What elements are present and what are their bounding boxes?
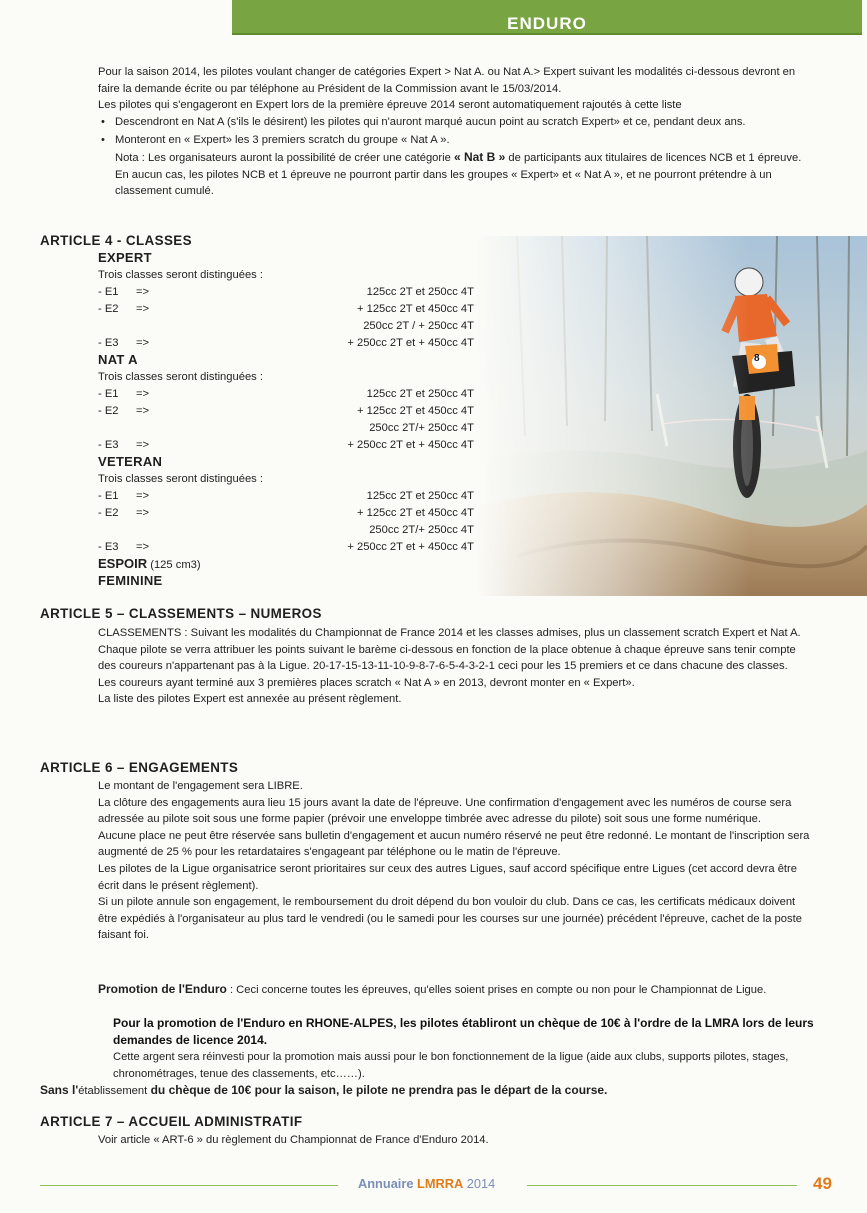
article-5-body xyxy=(98,625,816,708)
promotion-intro xyxy=(98,981,816,999)
article-5-title: ARTICLE 5 – CLASSEMENTS – NUMEROS xyxy=(40,606,322,621)
article-7-p1: Voir article « ART-6 » du règlement du Championnat de France d'Enduro 2014. xyxy=(98,1134,489,1146)
promotion-p2: Cette argent sera réinvesti pour la promotion mais aussi pour le bon fonctionnement de la ligue (aide aux clubs, supports pilotes, stages, chronométrages, tenue des classements, etc……). xyxy=(113,1051,789,1080)
class-label: - E3 xyxy=(98,439,119,451)
nota-nat-b: « Nat B » xyxy=(453,149,506,164)
class-value: 125cc 2T et 250cc 4T xyxy=(366,286,474,298)
article-6-p4: Les pilotes de la Ligue organisatrice seront prioritaires sur ceux des autres Ligues, sauf accord spécifique entre Ligues (cet accord devra être écrit dans le présent règlement). xyxy=(98,862,797,892)
espoir-class xyxy=(98,556,201,574)
espoir-detail: (125 cm3) xyxy=(147,559,201,571)
class-group-title: EXPERT xyxy=(98,250,152,265)
intro-bullet-2: • Monteront en « Expert» les 3 premiers scratch du groupe « Nat A ». xyxy=(98,132,816,149)
page-number: 49 xyxy=(813,1174,832,1193)
class-arrow: => xyxy=(136,286,150,298)
class-value: 250cc 2T/+ 250cc 4T xyxy=(369,524,474,536)
footer-year: 2014 xyxy=(466,1176,496,1191)
article-5-p3: Les coureurs ayant terminé aux 3 premières places scratch « Nat A » en 2013, devront monter en « Expert». xyxy=(98,676,635,689)
promotion-bold-block xyxy=(113,1015,816,1082)
intro-bullet-1: • Descendront en Nat A (s'ils le désirent) les pilotes qui n'auront marqué aucun point au scratch Expert» et ce, pendant deux ans. xyxy=(98,114,816,131)
class-value: + 125cc 2T et 450cc 4T xyxy=(356,405,474,417)
promotion-final xyxy=(40,1082,820,1100)
article-6-title: ARTICLE 6 – ENGAGEMENTS xyxy=(40,760,239,775)
article-7-title: ARTICLE 7 – ACCUEIL ADMINISTRATIF xyxy=(40,1114,303,1129)
intro-line-1: Pour la saison 2014, les pilotes voulant changer de catégories Expert > Nat A. ou Nat A.> Expert suivant les modalités ci-dessous devront en faire la demande écrite ou par téléphone au Président de la Commission avant le 15/03/2014. xyxy=(98,66,796,95)
class-value: + 250cc 2T et + 450cc 4T xyxy=(347,439,474,451)
class-value: + 250cc 2T et + 450cc 4T xyxy=(347,541,474,553)
article-6-p2: La clôture des engagements aura lieu 15 jours avant la date de l'épreuve. Une confirmation d'engagement avec les numéros de course sera adressée au pilote soit sous une forme papier (prévoir une enveloppe timbrée avec adresse du pilote) soit sous une forme numérique. xyxy=(98,796,792,826)
footer-rule-right xyxy=(527,1185,797,1186)
class-group-intro: Trois classes seront distinguées : xyxy=(98,269,263,281)
article-6-p3: Aucune place ne peut être réservée sans bulletin d'engagement et aucun numéro réservé ne peut être redonné. Le montant de l'inscription sera augmenté de 25 % pour les retardataires s'engageant par téléphone ou le matin de l'épreuve. xyxy=(98,829,810,859)
promotion-bold-para: Pour la promotion de l'Enduro en RHONE-ALPES, les pilotes établiront un chèque de 10€ à l'ordre de la LMRA lors de leurs demandes de licence 2014. xyxy=(113,1016,814,1047)
class-value: 125cc 2T et 250cc 4T xyxy=(366,388,474,400)
photo-illustration xyxy=(477,236,867,596)
article-5-p2: Chaque pilote se verra attribuer les points suivant le barème ci-dessous en fonction de la place obtenue à chaque épreuve sans tenir compte des coureurs n'appartenant pas à la Ligue. 20-17-15-13-11-10-9-8-7-6-5-4-3-2-1 ceci pour les 15 premiers et ce dans chacune des classes. xyxy=(98,643,796,673)
class-group-intro: Trois classes seront distinguées : xyxy=(98,473,263,485)
class-group-intro: Trois classes seront distinguées : xyxy=(98,371,263,383)
class-label: - E1 xyxy=(98,286,119,298)
class-value: + 250cc 2T et + 450cc 4T xyxy=(347,337,474,349)
final-a: Sans l' xyxy=(40,1083,79,1097)
article-5-p1: CLASSEMENTS : Suivant les modalités du Championnat de France 2014 et les classes admises, plus un classement scratch Expert et Nat A. xyxy=(98,627,801,639)
class-value: 250cc 2T / + 250cc 4T xyxy=(363,320,474,332)
article-4-title: ARTICLE 4 - CLASSES xyxy=(40,233,192,248)
class-label: - E1 xyxy=(98,388,119,400)
class-arrow: => xyxy=(136,490,150,502)
class-label: - E2 xyxy=(98,405,119,417)
class-arrow: => xyxy=(136,405,150,417)
class-arrow: => xyxy=(136,303,150,315)
article-6-body xyxy=(98,778,816,944)
promotion-text: : Ceci concerne toutes les épreuves, qu'elles soient prises en compte ou non pour le Championnat de Ligue. xyxy=(226,984,767,996)
class-arrow: => xyxy=(136,507,150,519)
article-7-body xyxy=(98,1132,816,1149)
class-label: - E3 xyxy=(98,337,119,349)
nota-text-c: de participants aux titulaires de licences NCB et 1 épreuve. En aucun cas, les pilotes NCB et 1 épreuve ne pourront partir dans les groupes « Expert» et « Nat A », et ne pourront prétendre à un classement cumulé. xyxy=(115,151,802,198)
class-group-title: VETERAN xyxy=(98,454,163,469)
class-label: - E1 xyxy=(98,490,119,502)
class-value: + 125cc 2T et 450cc 4T xyxy=(356,303,474,315)
article-5-p4: La liste des pilotes Expert est annexée au présent règlement. xyxy=(98,693,402,706)
class-label: - E3 xyxy=(98,541,119,553)
header-banner xyxy=(232,0,862,35)
class-value: 125cc 2T et 250cc 4T xyxy=(366,490,474,502)
class-label: - E2 xyxy=(98,507,119,519)
article-6-p1: Le montant de l'engagement sera LIBRE. xyxy=(98,780,303,792)
class-value: 250cc 2T/+ 250cc 4T xyxy=(369,422,474,434)
final-c: du chèque de 10€ pour la saison, le pilote ne prendra pas le départ de la course. xyxy=(147,1083,608,1097)
intro-block xyxy=(98,64,816,200)
intro-line-2: Les pilotes qui s'engageront en Expert lors de la première épreuve 2014 seront automatiquement rajoutés à cette liste xyxy=(98,99,682,112)
footer-lmrra: LMRRA xyxy=(417,1176,464,1191)
enduro-rider-photo xyxy=(477,236,867,596)
footer-label xyxy=(358,1176,495,1191)
article-6-p5: Si un pilote annule son engagement, le remboursement du droit dépend du bon vouloir du club. Dans ce cas, les certificats médicaux doivent être expédiés à l'organisateur au plus tard le vendredi (ou le samedi pour les courses sur une journée) précédent l'épreuve, cachet de la poste faisant foi. xyxy=(98,896,802,942)
espoir-name: ESPOIR xyxy=(98,556,148,571)
feminine-class: FEMININE xyxy=(98,573,163,588)
class-group-title: NAT A xyxy=(98,352,138,367)
class-value: + 125cc 2T et 450cc 4T xyxy=(356,507,474,519)
class-arrow: => xyxy=(136,439,150,451)
page-section-title: ENDURO xyxy=(507,14,587,33)
nota-text-a: Nota : Les organisateurs auront la possibilité de créer une catégorie xyxy=(115,151,454,164)
class-arrow: => xyxy=(136,337,150,349)
class-arrow: => xyxy=(136,388,150,400)
footer-rule-left xyxy=(40,1185,338,1186)
intro-nota xyxy=(98,149,816,200)
class-label: - E2 xyxy=(98,303,119,315)
promotion-label: Promotion de l'Enduro xyxy=(98,982,227,996)
promotion-block xyxy=(98,981,816,999)
final-b: établissement xyxy=(78,1085,148,1097)
footer-annuaire: Annuaire xyxy=(358,1176,414,1191)
bike-plate-number: 8 xyxy=(754,353,760,364)
class-arrow: => xyxy=(136,541,150,553)
